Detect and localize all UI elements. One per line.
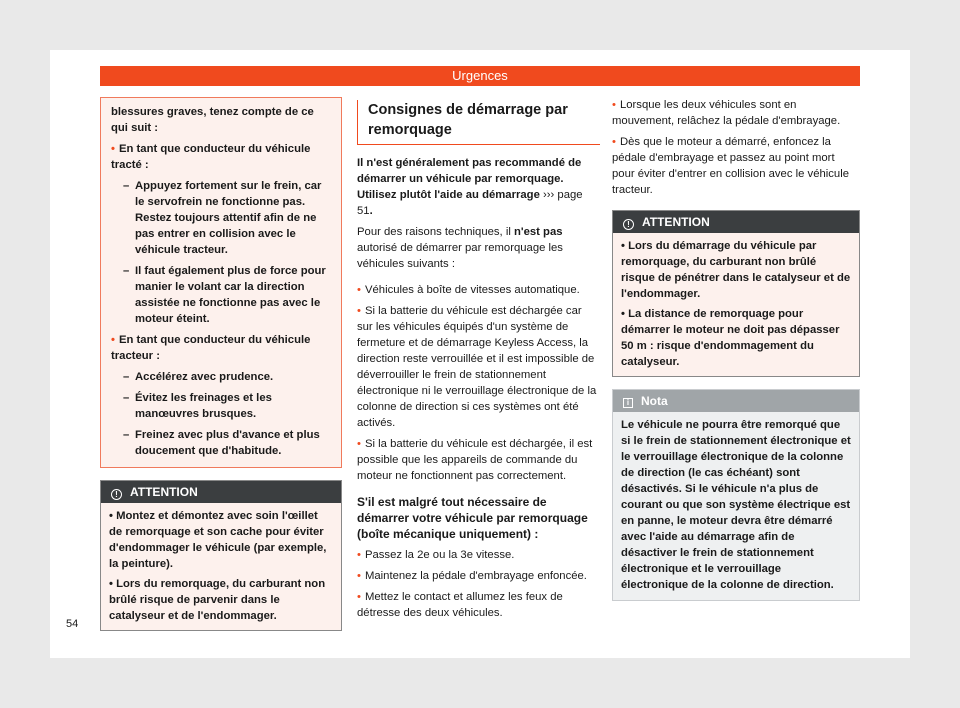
subheading: S'il est malgré tout nécessaire de démarrer votre véhicule par remorquage (boîte mécanique uniquement) :	[357, 495, 588, 541]
bullet-icon: •	[357, 570, 361, 582]
step-item: • Dès que le moteur a démarré, enfoncez la pédale d'embrayage et passez au point mort pour éviter d'entrer en collision avec le véhicule tracteur.	[612, 136, 850, 196]
intro-text: blessures graves, tenez compte de ce qui suit :	[111, 106, 314, 134]
attention-box	[612, 210, 860, 377]
column-1	[100, 97, 342, 631]
attention-header: ! ATTENTION	[613, 211, 859, 233]
tower-label: • En tant que conducteur du véhicule tracteur :	[111, 334, 311, 362]
info-icon: i	[623, 398, 633, 408]
bullet-icon: •	[357, 591, 361, 603]
list-item: – Freinez avec plus d'avance et plus doucement que d'habitude.	[111, 427, 331, 459]
towing-instructions-box	[100, 97, 342, 468]
warning-icon: !	[623, 219, 634, 230]
column-3	[612, 97, 860, 601]
bullet-icon: •	[612, 99, 616, 111]
step-item: • Lorsque les deux véhicules sont en mouvement, relâchez la pédale d'embrayage.	[612, 99, 841, 127]
nota-header: i Nota	[613, 390, 859, 412]
paragraph: Pour des raisons techniques, il n'est pas autorisé de démarrer par remorquage les véhicules suivants :	[357, 226, 563, 270]
list-item: – Accélérez avec prudence.	[111, 369, 331, 385]
attention-item: • La distance de remorquage pour démarrer le moteur ne doit pas dépasser 50 m : risque d'endommagement du catalyseur.	[621, 308, 840, 368]
attention-item: • Lors du démarrage du véhicule par remorquage, du carburant non brûlé risque de pénétrer dans le catalyseur et de l'endommager.	[621, 240, 851, 300]
bullet-icon: •	[357, 438, 361, 450]
page-link[interactable]: ››› page 51	[357, 189, 583, 217]
attention-body	[101, 503, 341, 630]
column-2	[357, 100, 600, 626]
step-item: • Maintenez la pédale d'embrayage enfoncée.	[357, 570, 587, 582]
attention-body	[613, 233, 859, 376]
list-item: – Il faut également plus de force pour manier le volant car la direction assistée ne fonctionne pas avec le moteur éteint.	[111, 263, 331, 327]
attention-header: ! ATTENTION	[101, 481, 341, 503]
page-number: 54	[66, 618, 79, 630]
bullet-icon: •	[612, 136, 616, 148]
bullet-icon: •	[111, 334, 115, 346]
bullet-icon: •	[357, 549, 361, 561]
bullet-icon: •	[357, 284, 361, 296]
step-item: • Mettez le contact et allumez les feux de détresse des deux véhicules.	[357, 591, 563, 619]
lead-paragraph: Il n'est généralement pas recommandé de démarrer un véhicule par remorquage. Utilisez plutôt l'aide au démarrage ››› page 51.	[357, 157, 583, 217]
nota-box	[612, 389, 860, 601]
list-item: • Si la batterie du véhicule est déchargée car sur les véhicules équipés d'un système de fermeture et de démarrage Keyless Access, la direction reste verrouillée et il est impossible de déverrouiller le frein de stationnement électronique ni le verrouillage électronique de la colonne de direction si ces systèmes ont été activés.	[357, 305, 597, 429]
list-item: • Véhicules à boîte de vitesses automatique.	[357, 284, 580, 296]
list-item: – Évitez les freinages et les manœuvres brusques.	[111, 390, 331, 422]
nota-text: Le véhicule ne pourra être remorqué que si le frein de stationnement électronique et le verrouillage électronique de la colonne de direction (le cas échéant) sont désactivés. Si le véhicule n'a plus de courant ou que son système électrique est en panne, le moteur devra être démarré avec l'aide au démarrage afin de désactiver le frein de stationnement électronique et le verrouillage électronique de la colonne de direction.	[621, 419, 851, 591]
section-header: Urgences	[100, 66, 860, 86]
bullet-icon: •	[357, 305, 361, 317]
warning-icon: !	[111, 489, 122, 500]
attention-box	[100, 480, 342, 631]
section-heading: Consignes de démarrage par remorquage	[357, 100, 600, 145]
attention-item: • Montez et démontez avec soin l'œillet de remorquage et son cache pour éviter d'endommager le véhicule (par exemple, la peinture).	[109, 510, 327, 570]
attention-item: • Lors du remorquage, du carburant non brûlé risque de parvenir dans le catalyseur et de l'endommager.	[109, 578, 326, 622]
list-item: – Appuyez fortement sur le frein, car le servofrein ne fonctionne pas. Restez toujours attentif afin de ne pas entrer en collision avec le véhicule tracteur.	[111, 178, 331, 258]
list-item: • Si la batterie du véhicule est déchargée, il est possible que les appareils de commande du moteur ne fonctionnent pas correctement.	[357, 438, 593, 482]
towed-label: • En tant que conducteur du véhicule tracté :	[111, 143, 311, 171]
bullet-icon: •	[111, 143, 115, 155]
step-item: • Passez la 2e ou la 3e vitesse.	[357, 549, 515, 561]
